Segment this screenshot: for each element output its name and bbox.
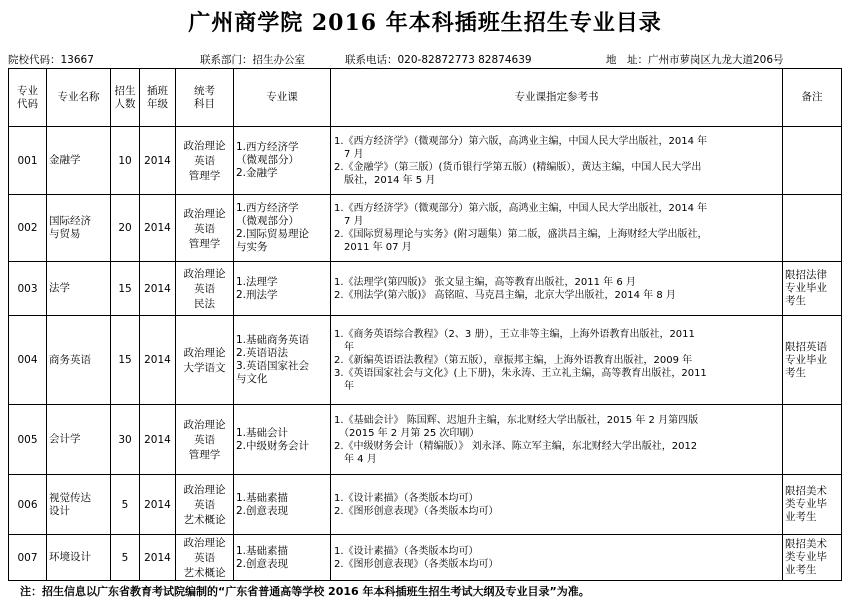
- major-courses: 1.基础素描 2.创意表现: [234, 535, 331, 581]
- major-courses: 1.西方经济学 （微观部分） 2.国际贸易理论 与实务: [234, 195, 331, 262]
- major-code: 005: [9, 405, 47, 475]
- table-row: [9, 195, 842, 262]
- table-row: [9, 262, 842, 316]
- major-name: 会计学: [47, 405, 111, 475]
- header-remark: 备注: [783, 69, 842, 127]
- reference-books: 1.《设计素描》（各类版本均可） 2.《图形创意表现》（各类版本均可）: [331, 475, 783, 535]
- reference-books: 1.《西方经济学》（微观部分）第六版，高鸿业主编，中国人民大学出版社，2014 年 7 月 2.《金融学》（第三版）(货币银行学第五版）(精编版），黄达主编，中国人民大学出 版社，2014 年 5 月: [331, 127, 783, 195]
- exam-subjects: 政治理论 英语 民法: [176, 262, 234, 316]
- contact-department: 联系部门：招生办公室: [200, 54, 305, 66]
- grade: 2014: [140, 475, 176, 535]
- table-row: [9, 475, 842, 535]
- major-name: 环境设计: [47, 535, 111, 581]
- remark: 限招法律 专业毕业 考生: [783, 262, 842, 316]
- remark: [783, 195, 842, 262]
- quota: 10: [111, 127, 140, 195]
- table-header-row: [9, 69, 842, 127]
- quota: 5: [111, 535, 140, 581]
- exam-subjects: 政治理论 大学语文: [176, 316, 234, 405]
- quota: 30: [111, 405, 140, 475]
- header-code: 专业 代码: [9, 69, 47, 127]
- exam-subjects: 政治理论 英语 艺术概论: [176, 535, 234, 581]
- quota: 20: [111, 195, 140, 262]
- major-code: 007: [9, 535, 47, 581]
- major-name: 法学: [47, 262, 111, 316]
- remark: [783, 405, 842, 475]
- major-catalog-table: [8, 68, 842, 581]
- footer-note: 注：招生信息以广东省教育考试院编制的“广东省普通高等学校 2016 年本科插班生招生考试大纲及专业目录”为准。: [20, 585, 590, 598]
- reference-books: 1.《法理学(第四版)》 张文显主编，高等教育出版社，2011 年 6 月 2.《刑法学(第六版)》 高铭暄、马克昌主编，北京大学出版社，2014 年 8 月: [331, 262, 783, 316]
- major-code: 004: [9, 316, 47, 405]
- exam-subjects: 政治理论 英语 艺术概论: [176, 475, 234, 535]
- reference-books: 1.《设计素描》（各类版本均可） 2.《图形创意表现》（各类版本均可）: [331, 535, 783, 581]
- header-course: 专业课: [234, 69, 331, 127]
- major-name: 金融学: [47, 127, 111, 195]
- quota: 5: [111, 475, 140, 535]
- header-exam: 统考 科目: [176, 69, 234, 127]
- major-courses: 1.基础商务英语 2.英语语法 3.英语国家社会 与文化: [234, 316, 331, 405]
- remark: [783, 127, 842, 195]
- reference-books: 1.《商务英语综合教程》（2、3 册），王立非等主编，上海外语教育出版社，2011 年 2.《新编英语语法教程》（第五版），章振邦主编，上海外语教育出版社，2009 年 3.《英语国家社会与文化》(上下册)，朱永涛、王立礼主编，高等教育出版社，2011 年: [331, 316, 783, 405]
- major-code: 006: [9, 475, 47, 535]
- school-code: 院校代码：13667: [8, 54, 94, 66]
- exam-subjects: 政治理论 英语 管理学: [176, 127, 234, 195]
- header-name: 专业名称: [47, 69, 111, 127]
- quota: 15: [111, 262, 140, 316]
- remark: 限招英语 专业毕业 考生: [783, 316, 842, 405]
- major-name: 商务英语: [47, 316, 111, 405]
- grade: 2014: [140, 535, 176, 581]
- grade: 2014: [140, 127, 176, 195]
- header-quota: 招生 人数: [111, 69, 140, 127]
- major-code: 003: [9, 262, 47, 316]
- remark: 限招美术 类专业毕 业考生: [783, 475, 842, 535]
- header-refs: 专业课指定参考书: [331, 69, 783, 127]
- grade: 2014: [140, 195, 176, 262]
- major-courses: 1.基础素描 2.创意表现: [234, 475, 331, 535]
- grade: 2014: [140, 262, 176, 316]
- grade: 2014: [140, 316, 176, 405]
- major-code: 002: [9, 195, 47, 262]
- remark: 限招美术 类专业毕 业考生: [783, 535, 842, 581]
- major-name: 视觉传达 设计: [47, 475, 111, 535]
- major-courses: 1.基础会计 2.中级财务会计: [234, 405, 331, 475]
- address: 地 址：广州市萝岗区九龙大道206号: [606, 54, 784, 66]
- major-code: 001: [9, 127, 47, 195]
- table-row: [9, 535, 842, 581]
- exam-subjects: 政治理论 英语 管理学: [176, 405, 234, 475]
- exam-subjects: 政治理论 英语 管理学: [176, 195, 234, 262]
- contact-phone: 联系电话：020-82872773 82874639: [345, 54, 532, 66]
- major-name: 国际经济 与贸易: [47, 195, 111, 262]
- major-courses: 1.法理学 2.刑法学: [234, 262, 331, 316]
- table-row: [9, 405, 842, 475]
- page-title: 广州商学院 2016 年本科插班生招生专业目录: [188, 10, 662, 36]
- header-grade: 插班 年级: [140, 69, 176, 127]
- quota: 15: [111, 316, 140, 405]
- reference-books: 1.《基础会计》 陈国辉、迟旭升主编，东北财经大学出版社，2015 年 2 月第四版 （2015 年 2 月第 25 次印刷） 2.《中级财务会计（精编版）》 刘永泽、陈立军主编，东北财经大学出版社，2012 年 4 月: [331, 405, 783, 475]
- grade: 2014: [140, 405, 176, 475]
- major-courses: 1.西方经济学 （微观部分） 2.金融学: [234, 127, 331, 195]
- reference-books: 1.《西方经济学》（微观部分）第六版，高鸿业主编，中国人民大学出版社，2014 年 7 月 2.《国际贸易理论与实务》(附习题集）第二版，盛洪昌主编，上海财经大学出版社， 2011 年 07 月: [331, 195, 783, 262]
- table-row: [9, 316, 842, 405]
- table-row: [9, 127, 842, 195]
